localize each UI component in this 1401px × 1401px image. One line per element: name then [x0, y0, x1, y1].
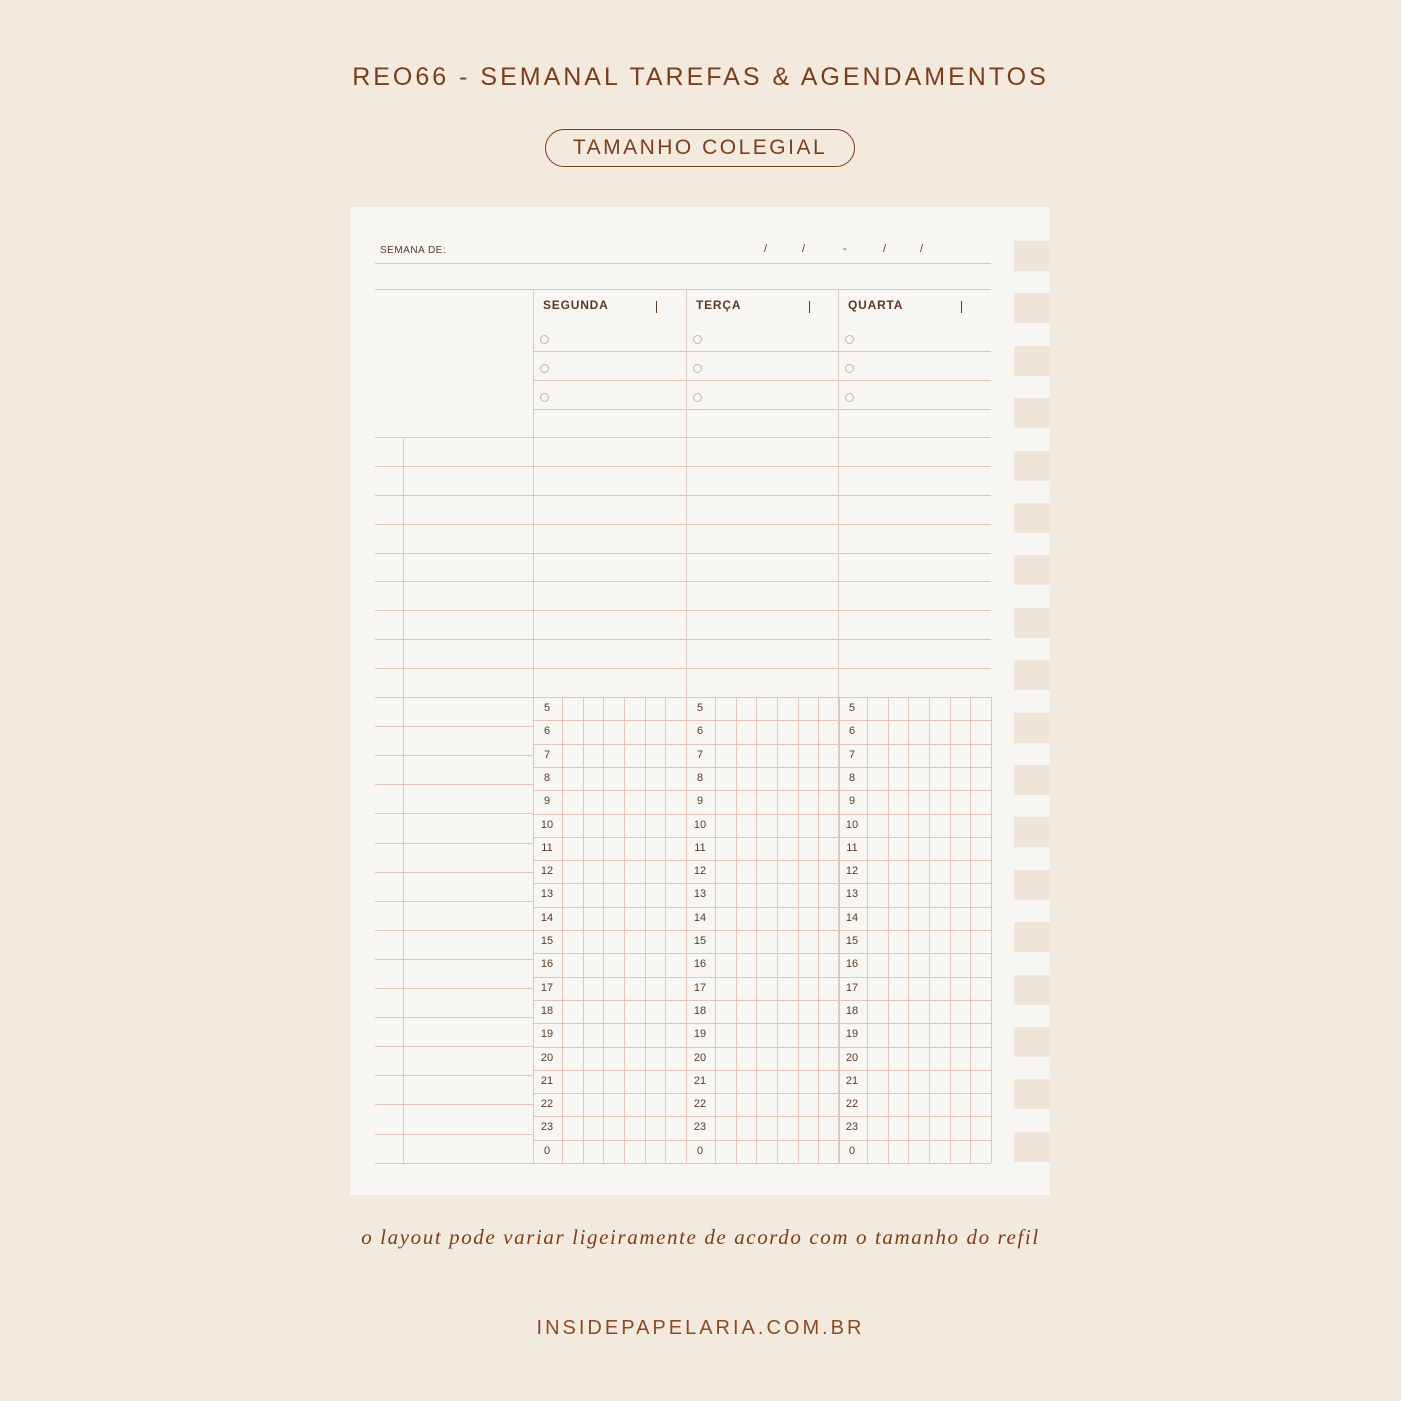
- hour-label: 5: [848, 702, 856, 714]
- hour-line: [533, 860, 686, 861]
- schedule-grid-line: [798, 697, 799, 1163]
- notes-line: [375, 988, 533, 989]
- hour-label: 22: [540, 1098, 554, 1110]
- hour-line: [686, 814, 839, 815]
- notes-line: [375, 581, 991, 582]
- hour-line: [838, 837, 991, 838]
- hour-line: [838, 720, 991, 721]
- hour-label: 23: [845, 1121, 859, 1133]
- hour-label: 5: [696, 702, 704, 714]
- hour-label: 6: [696, 725, 704, 737]
- day-header-segunda: SEGUNDA: [543, 298, 609, 312]
- notes-line: [375, 639, 991, 640]
- hour-label: 21: [540, 1075, 554, 1087]
- week-underline: [375, 263, 991, 264]
- notes-line: [375, 1075, 533, 1076]
- ring-tab: [1014, 922, 1050, 952]
- hour-line: [533, 930, 686, 931]
- checkbox-circle: [845, 335, 854, 344]
- hour-line: [838, 1093, 991, 1094]
- date-separator: /: [883, 243, 887, 255]
- hour-label: 0: [543, 1145, 551, 1157]
- hour-label: 11: [694, 842, 706, 854]
- hour-line: [533, 1116, 686, 1117]
- schedule-grid-line: [756, 697, 757, 1163]
- page-title: REO66 - SEMANAL TAREFAS & AGENDAMENTOS: [352, 63, 1049, 91]
- day-divider-mark: [656, 301, 657, 313]
- layout-note: o layout pode variar ligeiramente de acordo com o tamanho do refil: [361, 1225, 1040, 1249]
- bottom-rule: [375, 1163, 991, 1164]
- hour-line: [533, 977, 686, 978]
- hour-line: [533, 814, 686, 815]
- hour-label: 12: [540, 865, 554, 877]
- hour-label: 22: [693, 1098, 707, 1110]
- hour-line: [533, 720, 686, 721]
- schedule-grid-line: [991, 697, 992, 1163]
- hour-label: 13: [845, 888, 859, 900]
- hour-column-divider: [715, 697, 716, 1163]
- date-separator: /: [920, 243, 924, 255]
- hour-line: [686, 744, 839, 745]
- hour-line: [838, 767, 991, 768]
- hour-label: 13: [693, 888, 707, 900]
- notes-line: [375, 1134, 533, 1135]
- hour-label: 19: [845, 1028, 859, 1040]
- hour-label: 17: [845, 982, 859, 994]
- ring-tab: [1014, 398, 1050, 428]
- hour-line: [686, 1140, 839, 1141]
- hour-line: [838, 744, 991, 745]
- date-separator: -: [843, 243, 847, 255]
- hour-line: [686, 1070, 839, 1071]
- hour-line: [533, 837, 686, 838]
- hour-label: 23: [540, 1121, 554, 1133]
- schedule-grid-line: [624, 697, 625, 1163]
- ring-tab: [1014, 555, 1050, 585]
- hour-line: [533, 907, 686, 908]
- notes-line: [375, 726, 533, 727]
- hour-line: [838, 977, 991, 978]
- hour-label: 18: [693, 1005, 707, 1017]
- date-separator: /: [764, 243, 768, 255]
- hour-label: 21: [693, 1075, 707, 1087]
- hour-label: 14: [540, 912, 554, 924]
- hour-label: 0: [848, 1145, 856, 1157]
- ring-tab: [1014, 293, 1050, 323]
- hour-line: [838, 814, 991, 815]
- hour-line: [838, 930, 991, 931]
- hour-line: [838, 883, 991, 884]
- hour-line: [686, 790, 839, 791]
- ring-tab: [1014, 503, 1050, 533]
- hour-line: [533, 1000, 686, 1001]
- ring-tab: [1014, 660, 1050, 690]
- hour-label: 13: [540, 888, 554, 900]
- week-label: SEMANA DE:: [380, 245, 447, 256]
- schedule-grid-line: [950, 697, 951, 1163]
- hour-line: [533, 1093, 686, 1094]
- hour-line: [686, 1093, 839, 1094]
- checkbox-circle: [693, 393, 702, 402]
- hour-label: 0: [696, 1145, 704, 1157]
- hour-label: 17: [540, 982, 554, 994]
- hour-line: [686, 953, 839, 954]
- size-badge: [545, 129, 855, 167]
- hour-label: 12: [693, 865, 707, 877]
- checkbox-circle: [845, 393, 854, 402]
- website-link[interactable]: INSIDEPAPELARIA.COM.BR: [536, 1317, 865, 1339]
- checkbox-circle: [845, 364, 854, 373]
- hour-label: 18: [540, 1005, 554, 1017]
- hour-label: 7: [543, 749, 551, 761]
- hour-label: 20: [693, 1052, 707, 1064]
- hour-line: [686, 860, 839, 861]
- hour-label: 6: [848, 725, 856, 737]
- hour-label: 9: [696, 795, 704, 807]
- hour-line: [838, 907, 991, 908]
- ring-tab: [1014, 1027, 1050, 1057]
- hour-label: 9: [543, 795, 551, 807]
- hour-label: 5: [543, 702, 551, 714]
- notes-line: [375, 437, 991, 438]
- ring-tab: [1014, 1132, 1050, 1162]
- hour-line: [686, 837, 839, 838]
- task-row-line: [533, 380, 991, 381]
- schedule-grid-line: [583, 697, 584, 1163]
- size-badge-label: TAMANHO COLEGIAL: [572, 136, 828, 159]
- ring-tab: [1014, 975, 1050, 1005]
- hour-line: [838, 1000, 991, 1001]
- hour-label: 10: [693, 819, 707, 831]
- notes-line: [375, 466, 991, 467]
- hour-label: 9: [848, 795, 856, 807]
- ring-tab: [1014, 608, 1050, 638]
- ring-tab: [1014, 346, 1050, 376]
- notes-line: [375, 524, 991, 525]
- hour-line: [686, 767, 839, 768]
- hour-label: 23: [693, 1121, 707, 1133]
- hour-line: [838, 1116, 991, 1117]
- hour-label: 14: [845, 912, 859, 924]
- ring-tab: [1014, 817, 1050, 847]
- checkbox-circle: [540, 393, 549, 402]
- hour-line: [686, 720, 839, 721]
- day-divider-mark: [961, 301, 962, 313]
- hour-line: [686, 1000, 839, 1001]
- notes-line: [375, 843, 533, 844]
- ring-tab: [1014, 765, 1050, 795]
- task-row-line: [533, 351, 991, 352]
- notes-line: [375, 668, 991, 669]
- schedule-top-line: [838, 697, 991, 698]
- notes-line: [375, 784, 533, 785]
- schedule-grid-line: [929, 697, 930, 1163]
- notes-line: [375, 610, 991, 611]
- hour-label: 8: [696, 772, 704, 784]
- hour-line: [838, 1140, 991, 1141]
- left-margin-line: [403, 437, 404, 1163]
- schedule-grid-line: [665, 697, 666, 1163]
- checkbox-circle: [540, 364, 549, 373]
- hour-label: 10: [845, 819, 859, 831]
- hour-line: [686, 1023, 839, 1024]
- ring-tab: [1014, 451, 1050, 481]
- notes-line: [375, 930, 533, 931]
- notes-line: [375, 901, 533, 902]
- schedule-grid-line: [970, 697, 971, 1163]
- checkbox-circle: [540, 335, 549, 344]
- hour-line: [686, 977, 839, 978]
- hour-label: 17: [693, 982, 707, 994]
- hour-line: [533, 790, 686, 791]
- ring-tab: [1014, 241, 1050, 271]
- schedule-grid-line: [908, 697, 909, 1163]
- hour-label: 19: [540, 1028, 554, 1040]
- hour-label: 21: [845, 1075, 859, 1087]
- hour-label: 6: [543, 725, 551, 737]
- hour-label: 15: [693, 935, 707, 947]
- hour-label: 16: [693, 958, 707, 970]
- schedule-grid-line: [888, 697, 889, 1163]
- hour-line: [838, 790, 991, 791]
- hour-line: [533, 1023, 686, 1024]
- checkbox-circle: [693, 335, 702, 344]
- ring-tab: [1014, 870, 1050, 900]
- hour-label: 7: [696, 749, 704, 761]
- notes-line: [375, 697, 533, 698]
- date-separator: /: [802, 243, 806, 255]
- notes-line: [375, 495, 991, 496]
- hour-label: 20: [540, 1052, 554, 1064]
- hour-line: [533, 767, 686, 768]
- hour-line: [686, 1116, 839, 1117]
- hour-label: 22: [845, 1098, 859, 1110]
- notes-line: [375, 1104, 533, 1105]
- hour-line: [838, 1023, 991, 1024]
- hour-label: 7: [848, 749, 856, 761]
- hour-label: 14: [693, 912, 707, 924]
- planner-sheet: [350, 207, 1050, 1195]
- hour-line: [533, 883, 686, 884]
- hour-line: [686, 930, 839, 931]
- header-rule: [375, 289, 991, 290]
- hour-label: 16: [845, 958, 859, 970]
- hour-line: [686, 883, 839, 884]
- schedule-grid-line: [818, 697, 819, 1163]
- schedule-grid-line: [603, 697, 604, 1163]
- notes-line: [375, 813, 533, 814]
- checkbox-circle: [693, 364, 702, 373]
- day-header-terca: TERÇA: [696, 298, 742, 312]
- schedule-grid-line: [777, 697, 778, 1163]
- ring-tab: [1014, 713, 1050, 743]
- schedule-top-line: [686, 697, 839, 698]
- schedule-top-line: [533, 697, 686, 698]
- hour-column-divider: [867, 697, 868, 1163]
- notes-line: [375, 1017, 533, 1018]
- notes-line: [375, 553, 991, 554]
- hour-line: [838, 1047, 991, 1048]
- hour-label: 8: [543, 772, 551, 784]
- hour-line: [533, 1140, 686, 1141]
- ring-tab: [1014, 1079, 1050, 1109]
- hour-line: [686, 1047, 839, 1048]
- notes-line: [375, 959, 533, 960]
- hour-label: 15: [845, 935, 859, 947]
- hour-line: [533, 953, 686, 954]
- task-row-line: [533, 409, 991, 410]
- hour-line: [533, 744, 686, 745]
- schedule-grid-line: [736, 697, 737, 1163]
- hour-label: 10: [540, 819, 554, 831]
- hour-line: [838, 860, 991, 861]
- hour-label: 20: [845, 1052, 859, 1064]
- hour-column-divider: [562, 697, 563, 1163]
- hour-label: 8: [848, 772, 856, 784]
- hour-label: 19: [693, 1028, 707, 1040]
- hour-line: [838, 953, 991, 954]
- hour-label: 12: [845, 865, 859, 877]
- notes-line: [375, 1046, 533, 1047]
- schedule-grid-line: [645, 697, 646, 1163]
- hour-line: [686, 907, 839, 908]
- day-divider-mark: [809, 301, 810, 313]
- hour-label: 16: [540, 958, 554, 970]
- hour-line: [838, 1070, 991, 1071]
- hour-label: 18: [845, 1005, 859, 1017]
- hour-label: 11: [846, 842, 858, 854]
- hour-line: [533, 1047, 686, 1048]
- hour-label: 11: [541, 842, 553, 854]
- hour-label: 15: [540, 935, 554, 947]
- notes-line: [375, 755, 533, 756]
- day-header-quarta: QUARTA: [848, 298, 904, 312]
- notes-line: [375, 872, 533, 873]
- hour-line: [533, 1070, 686, 1071]
